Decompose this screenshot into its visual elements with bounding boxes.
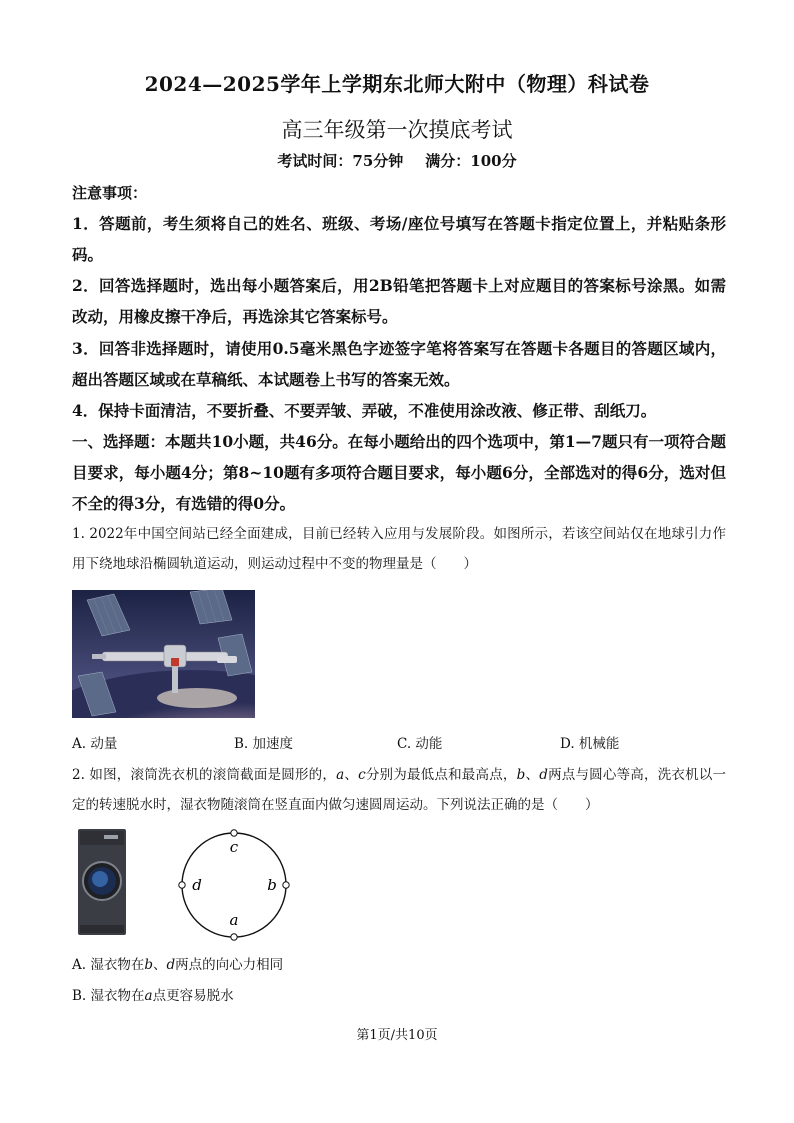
q1-option-b: B. 加速度 xyxy=(234,736,294,752)
drum-label-right: b xyxy=(267,876,277,894)
exam-title: 2024—2025学年上学期东北师大附中（物理）科试卷 xyxy=(144,72,650,96)
space-station-image xyxy=(72,590,255,718)
question-1-options xyxy=(72,732,732,754)
exam-score: 满分：100分 xyxy=(425,152,517,170)
q1-option-a: A. 动量 xyxy=(72,736,118,752)
note-item: 4．保持卡面清洁，不要折叠、不要弄皱、弄破，不准使用涂改液、修正带、刮纸刀。 xyxy=(72,401,657,420)
washing-machine-image xyxy=(78,829,126,935)
exam-info xyxy=(0,150,794,171)
drum-cross-section-diagram xyxy=(178,829,290,941)
page-footer: 第1页/共10页 xyxy=(356,1028,438,1043)
note-item: 2．回答选择题时，选出每小题答案后，用2B铅笔把答题卡上对应题目的答案标号涂黑。如需改动，用橡皮擦干净后，再选涂其它答案标号。 xyxy=(72,276,726,326)
note-item: 3．回答非选择题时，请使用0.5毫米黑色字迹签字笔将答案写在答题卡各题目的答题区域内，超出答题区域或在草稿纸、本试题卷上书写的答案无效。 xyxy=(72,339,726,389)
q1-option-c: C. 动能 xyxy=(397,736,443,752)
q1-option-d: D. 机械能 xyxy=(560,736,620,752)
exam-subtitle: 高三年级第一次摸底考试 xyxy=(281,118,513,142)
note-item: 1．答题前，考生须将自己的姓名、班级、考场/座位号填写在答题卡指定位置上，并粘贴条形码。 xyxy=(72,214,726,264)
exam-time: 考试时间：75分钟 xyxy=(277,152,404,170)
question-2-stem: 2. 如图，滚筒洗衣机的滚筒截面是圆形的，a、c分别为最低点和最高点，b、d两点与圆心等高，洗衣机以一定的转速脱水时，湿衣物随滚筒在竖直面内做匀速圆周运动。下列说法正确的是（ ） xyxy=(72,767,727,813)
drum-label-bottom: a xyxy=(229,911,239,929)
q2-option-a: A. 湿衣物在b、d两点的向心力相同 xyxy=(72,957,284,973)
drum-label-top: c xyxy=(229,838,239,856)
drum-label-left: d xyxy=(192,876,202,894)
notes-heading: 注意事项： xyxy=(72,184,148,202)
question-1-stem: 1. 2022年中国空间站已经全面建成，目前已经转入应用与发展阶段。如图所示，若该空间站仅在地球引力作用下绕地球沿椭圆轨道运动，则运动过程中不变的物理量是（ ） xyxy=(72,526,726,572)
section-instructions: 一、选择题：本题共10小题，共46分。在每小题给出的四个选项中，第1—7题只有一项符合题目要求，每小题4分；第8~10题有多项符合题目要求，每小题6分，全部选对的得6分，选对但不全的得3分，有选错的得0分。 xyxy=(72,432,726,513)
q2-option-b: B. 湿衣物在a点更容易脱水 xyxy=(72,988,234,1004)
